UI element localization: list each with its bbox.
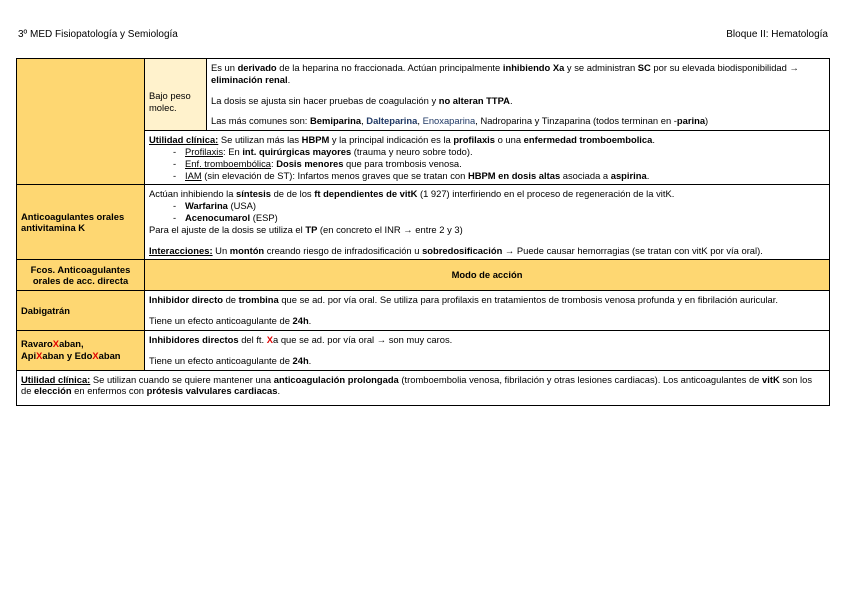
list-item: - Acenocumarol (ESP) (173, 212, 825, 224)
xabanes-description: Inhibidores directos del ft. Xa que se ad. por vía oral → son muy caros. Tiene un efecto anticoagulante de 24h. (145, 330, 830, 370)
table-row (17, 330, 830, 370)
modo-de-accion-header: Modo de acción (145, 260, 830, 291)
list-item: - Warfarina (USA) (173, 200, 825, 212)
page-header-left: 3º MED Fisiopatología y Semiología (18, 29, 178, 40)
table-row (17, 59, 830, 131)
utilidad-clinica-heparinas: Utilidad clínica: Se utilizan más las HBPM y la principal indicación es la profilaxis o una enfermedad tromboembolica. - Profilaxis: En int. quirúrgicas mayores (trauma y neuro sobre todo). - Enf. tromboembólica: Dosis menores que para trombosis venosa. - IAM (sin elevación de ST): Infartos menos graves que se tratan con HBPM en dosis altas asociada a aspirina. (145, 131, 830, 185)
list-item: - Profilaxis: En int. quirúrgicas mayores (trauma y neuro sobre todo). (173, 146, 825, 158)
directa-label: Fcos. Anticoagulantes orales de acc. directa (17, 260, 145, 291)
dabigatran-description: Inhibidor directo de trombina que se ad. por vía oral. Se utiliza para profilaxis en tratamientos de trombosis venosa profunda y en fibrilación auricular. Tiene un efecto anticoagulante de 24h. (145, 291, 830, 331)
page-header-right: Bloque II: Hematología (726, 29, 828, 40)
table-row (17, 185, 830, 260)
hbpm-label: Bajo peso molec. (145, 59, 207, 131)
list-item: - IAM (sin elevación de ST): Infartos menos graves que se tratan con HBPM en dosis altas asociada a aspirina. (173, 170, 825, 182)
dabigatran-label: Dabigatrán (17, 291, 145, 331)
list-item: - Enf. tromboembólica: Dosis menores que para trombosis venosa. (173, 158, 825, 170)
hbpm-description: Es un derivado de la heparina no fraccionada. Actúan principalmente inhibiendo Xa y se administran SC por su elevada biodisponibilidad → eliminación renal. La dosis se ajusta sin hacer pruebas de coagulación y no alteran TTPA. Las más comunes son: Bemiparina, Dalteparina, Enoxaparina, Nadroparina y Tinzaparina (todos terminan en -parina) (207, 59, 830, 131)
utilidad-clinica-anticoagulantes: Utilidad clínica: Se utilizan cuando se quiere mantener una anticoagulación prolongada (tromboembolia venosa, fibrilación y otras lesiones cardiacas). Los anticoagulantes de vitK son los de elección en enfermos con prótesis valvulares cardiacas. (17, 370, 830, 406)
table-row (17, 370, 830, 406)
table-row (17, 291, 830, 331)
table-row (17, 260, 830, 291)
anticoagulants-table (16, 58, 830, 406)
avk-description: Actúan inhibiendo la síntesis de de los ft dependientes de vitK (1 927) interfiriendo en el proceso de regeneración de la vitK. - Warfarina (USA) - Acenocumarol (ESP) Para el ajuste de la dosis se utiliza el TP (en concreto el INR → entre 2 y 3) Interacciones: Un montón creando riesgo de infradosificación u sobredosificación → Puede causar hemorragias (se tratan con vitK por vía oral). (145, 185, 830, 260)
avk-label: Anticoagulantes orales antivitamina K (17, 185, 145, 260)
section-label-heparinas (17, 59, 145, 185)
xabanes-label: RavaroXaban, ApiXaban y EdoXaban (17, 330, 145, 370)
